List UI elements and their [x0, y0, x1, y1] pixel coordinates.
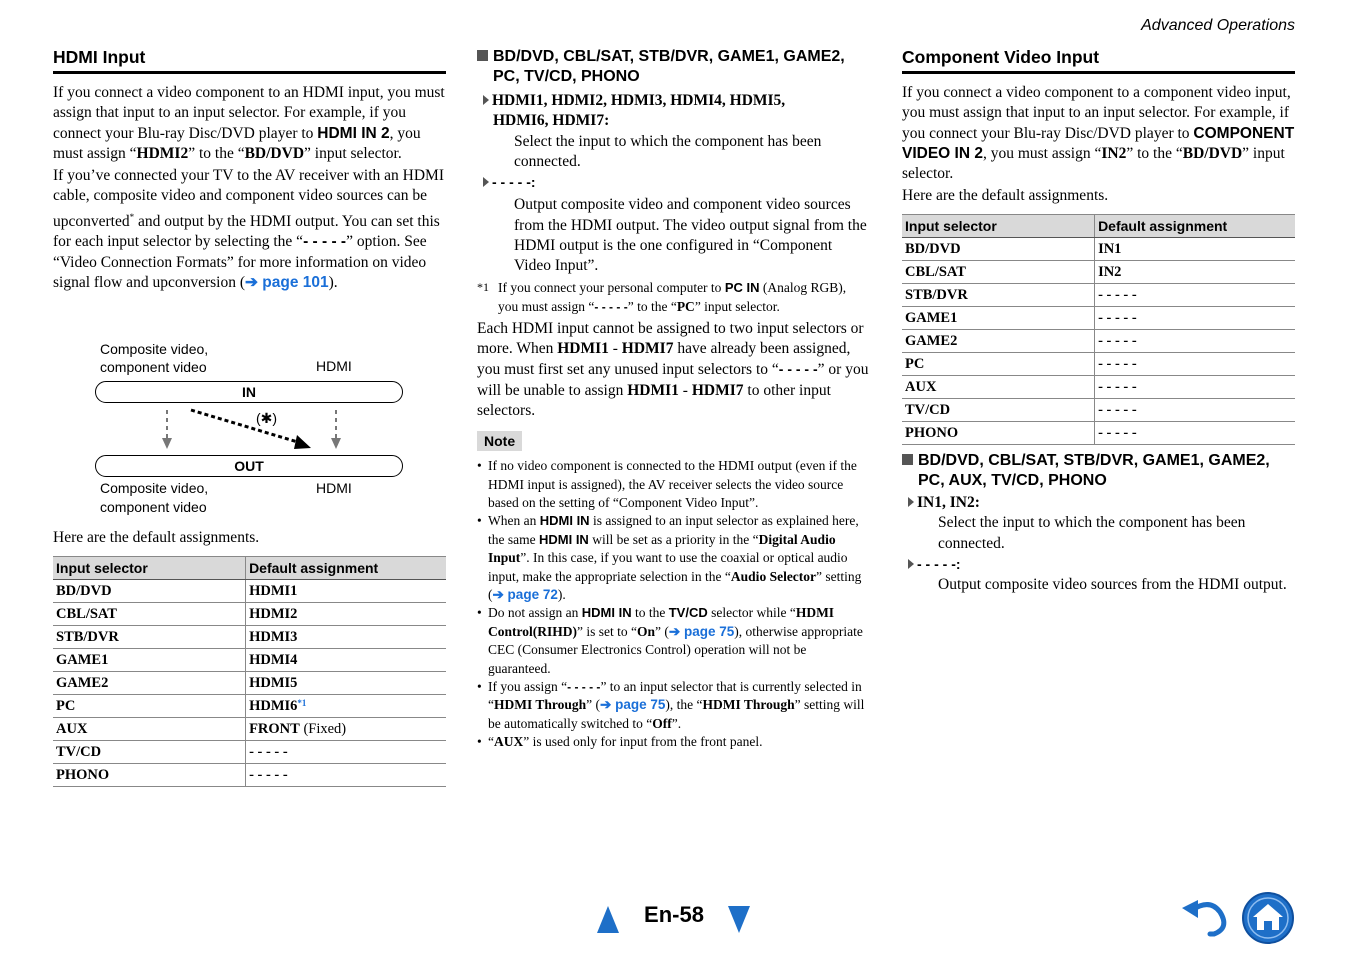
table-row: PC - - - - -	[902, 353, 1295, 376]
page-101-link[interactable]: ➔ page 101	[245, 273, 329, 291]
component-video-title: Component Video Input	[902, 47, 1295, 74]
section-header: Advanced Operations	[1141, 17, 1295, 34]
hdmi-option-1-desc: Select the input to which the component has been connected.	[514, 132, 822, 170]
component-defaults-intro: Here are the default assignments.	[902, 187, 1109, 205]
hdmi-assignment-paragraph: Each HDMI input cannot be assigned to two input selectors or more. When HDMI1 - HDMI7 have already been assigned, you must first set any unused input selectors to “- - - - -” or you will be unable to assign HDMI1 - HDMI7 to other input selectors.	[477, 319, 869, 419]
triangle-bullet-icon	[483, 95, 489, 105]
table-row: TV/CD - - - - -	[902, 399, 1295, 422]
table-row: CBL/SAT IN2	[902, 261, 1295, 284]
component-default-assignments-table	[902, 214, 1295, 445]
triangle-bullet-icon	[908, 497, 914, 507]
square-bullet-icon	[477, 50, 488, 61]
hdmi-option-2-desc: Output composite video and component video sources from the HDMI output. The video output signal from the HDMI output is the one configured in “Component Video Input”.	[514, 196, 867, 275]
triangle-bullet-icon	[483, 177, 489, 187]
home-icon[interactable]	[1241, 891, 1295, 945]
table-header-default-assignment: Default assignment	[1095, 215, 1295, 238]
table-row: AUX - - - - -	[902, 376, 1295, 399]
page-75-link[interactable]: ➔ page 75	[668, 623, 735, 639]
diagram-in-box: IN	[95, 381, 403, 403]
list-item: • “AUX” is used only for input from the front panel.	[477, 733, 869, 751]
table-row: STB/DVR - - - - -	[902, 284, 1295, 307]
diagram-bottom-right-label: HDMI	[316, 480, 352, 496]
table-row: TV/CD - - - - -	[53, 741, 446, 764]
diagram-top-right-label: HDMI	[316, 358, 352, 374]
hdmi-option-1-title: HDMI1, HDMI2, HDMI3, HDMI4, HDMI5, HDMI6, HDMI7:	[477, 91, 869, 132]
footnote-ref[interactable]: *1	[297, 697, 307, 708]
table-row: PHONO - - - - -	[902, 422, 1295, 445]
table-header-input-selector: Input selector	[902, 215, 1095, 238]
list-item: • Do not assign an HDMI IN to the TV/CD selector while “HDMI Control(RIHD)” is set to “On” (➔ page 75), otherwise appropriate CEC (Consumer Electronics Control) operation will not be guaranteed.	[477, 604, 869, 678]
table-row: AUX FRONT (Fixed)	[53, 718, 446, 741]
table-header-default-assignment: Default assignment	[246, 557, 446, 580]
hdmi-default-assignments-table	[53, 556, 446, 787]
component-video-paragraph: If you connect a video component to a component video input, you must assign that input to an input selector. For example, if you connect your Blu-ray Disc/DVD player to COMPONENT VIDEO IN 2, you must assign “IN2” to the “BD/DVD” input selector.	[902, 84, 1295, 183]
hdmi-input-paragraph-1: If you connect a video component to an HDMI input, you must assign that input to an input selector. For example, if you connect your Blu-ray Disc/DVD player to HDMI IN 2, you must assign “HDMI2” to the “BD/DVD” input selector.	[53, 84, 445, 162]
hdmi-input-title: HDMI Input	[53, 47, 446, 74]
next-page-icon[interactable]	[727, 906, 751, 934]
component-option-1-title: IN1, IN2:	[902, 493, 1295, 513]
diagram-bottom-left-label-2: component video	[100, 499, 207, 515]
footnote: *1 If you connect your personal computer to PC IN (Analog RGB), you must assign “- - - - -” to the “PC” input selector.	[477, 279, 847, 314]
table-row: GAME2 - - - - -	[902, 330, 1295, 353]
notes-list	[477, 457, 869, 752]
hdmi-selector-heading: BD/DVD, CBL/SAT, STB/DVR, GAME1, GAME2, PC, TV/CD, PHONO	[477, 47, 869, 87]
square-bullet-icon	[902, 454, 913, 465]
hdmi-option-2-title: - - - - -:	[477, 172, 869, 193]
table-row: STB/DVR HDMI3	[53, 626, 446, 649]
diagram-bottom-left-label: Composite video,	[100, 480, 209, 496]
component-option-1-desc: Select the input to which the component has been connected.	[938, 514, 1246, 552]
table-row: PC HDMI6$^{*1}$	[53, 695, 446, 718]
table-header-input-selector: Input selector	[53, 557, 246, 580]
table-row: BD/DVD IN1	[902, 238, 1295, 261]
component-selector-heading: BD/DVD, CBL/SAT, STB/DVR, GAME1, GAME2, PC, AUX, TV/CD, PHONO	[902, 451, 1295, 491]
component-option-2-desc: Output composite video sources from the HDMI output.	[938, 576, 1287, 594]
previous-page-icon[interactable]	[596, 906, 620, 934]
hdmi-input-paragraph-2: If you’ve connected your TV to the AV receiver with an HDMI cable, composite video and component video sources can be upconverted* and output by the HDMI output. You can set this for each input selector by selecting the “- - - - -” option. See “Video Connection Formats” for more information on video signal flow and upconversion (➔ page 101).	[53, 167, 444, 291]
triangle-bullet-icon	[908, 559, 914, 569]
table-row: GAME1 HDMI4	[53, 649, 446, 672]
list-item: • When an HDMI IN is assigned to an input selector as explained here, the same HDMI IN will be set as a priority in the “Digital Audio Input”. In this case, if you want to use the coaxial or optical audio input, make the appropriate selection in the “Audio Selector” setting (➔ page 72).	[477, 512, 869, 604]
note-label: Note	[477, 431, 522, 451]
diagram-out-box: OUT	[95, 455, 403, 477]
table-row: PHONO - - - - -	[53, 764, 446, 787]
table-row: CBL/SAT HDMI2	[53, 603, 446, 626]
diagram-star-label: (✱)	[256, 410, 278, 426]
component-option-2-title: - - - - -:	[902, 554, 1295, 575]
table-row: BD/DVD HDMI1	[53, 580, 446, 603]
list-item: • If you assign “- - - - -” to an input selector that is currently selected in “HDMI Through” (➔ page 75), the “HDMI Through” setting will be automatically switched to “Off”.	[477, 678, 869, 733]
page-72-link[interactable]: ➔ page 72	[492, 587, 558, 602]
page-75-link[interactable]: ➔ page 75	[600, 697, 666, 713]
page-number: En-58	[644, 902, 704, 927]
table-row: GAME1 - - - - -	[902, 307, 1295, 330]
list-item: • If no video component is connected to the HDMI output (even if the HDMI input is assigned), the AV receiver selects the video source based on the setting of “Component Video Input”.	[477, 457, 869, 512]
table-row: GAME2 HDMI5	[53, 672, 446, 695]
diagram-top-left-label-2: component video	[100, 359, 207, 375]
diagram-top-left-label: Composite video,	[100, 341, 209, 357]
back-icon[interactable]	[1180, 896, 1230, 940]
hdmi-defaults-intro: Here are the default assignments.	[53, 529, 260, 546]
upconversion-diagram	[53, 338, 446, 518]
